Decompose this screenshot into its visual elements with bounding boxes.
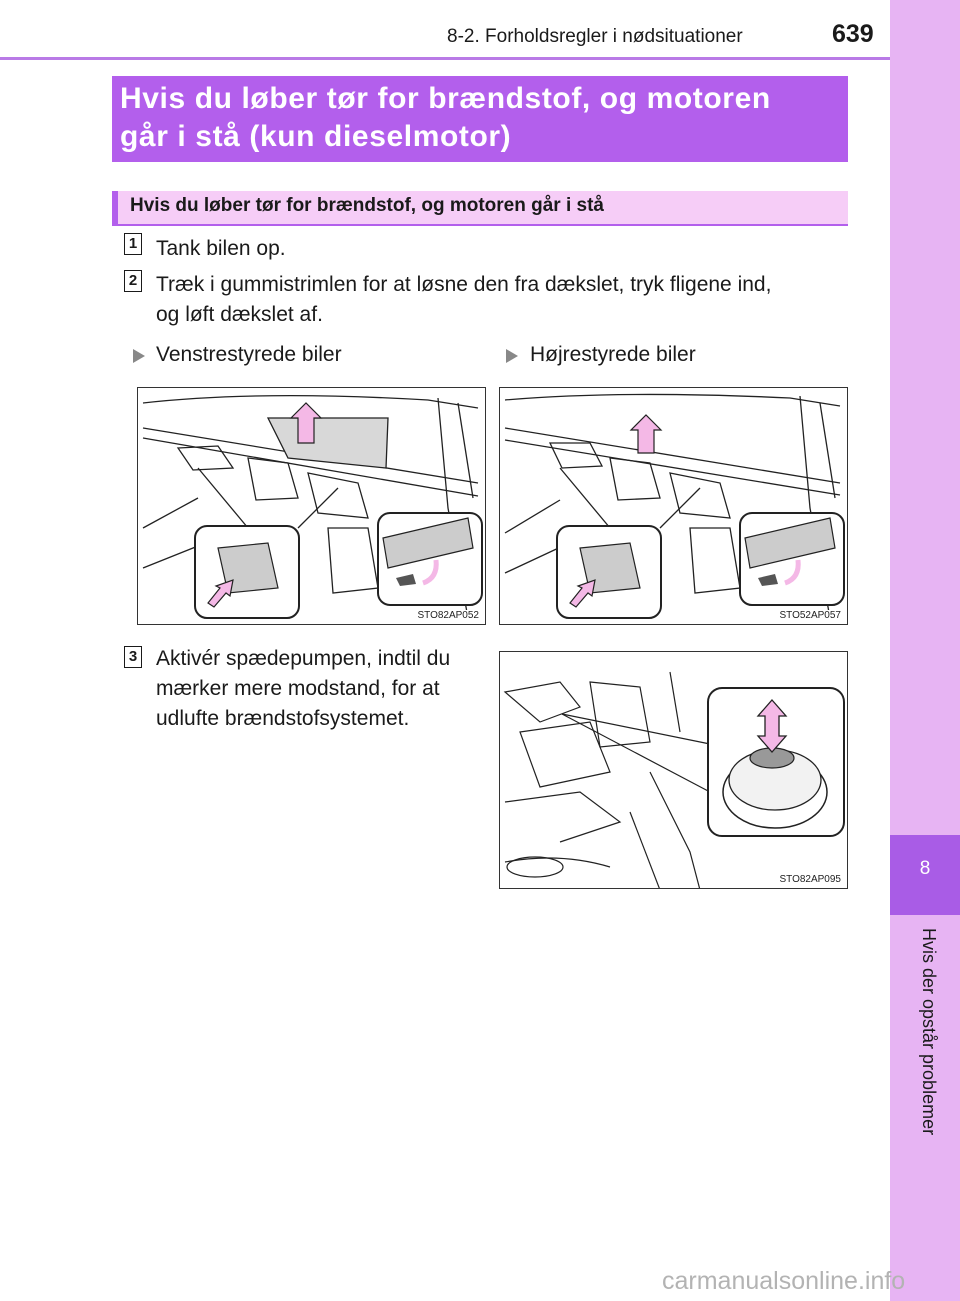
section-title: 8-2. Forholdsregler i nødsituationer xyxy=(447,26,743,47)
step-1-number: 1 xyxy=(124,233,142,255)
figure-code: STO82AP052 xyxy=(417,610,479,621)
sub-heading: Hvis du løber tør for brændstof, og motoren går i stå xyxy=(112,191,848,226)
step-2-line2: og løft dækslet af. xyxy=(156,303,323,326)
main-heading xyxy=(112,76,848,162)
chapter-title: Hvis der opstår problemer xyxy=(919,928,939,1136)
figure-left-hand-drive xyxy=(137,387,486,625)
step-3-line2: mærker mere modstand, for at xyxy=(156,677,440,700)
priming-pump-illustration xyxy=(500,652,848,889)
chapter-side-tab[interactable] xyxy=(890,0,960,1301)
step-3-number: 3 xyxy=(124,646,142,668)
step-2-line1: Træk i gummistrimlen for at løsne den fra dækslet, tryk fligene ind, xyxy=(156,273,772,296)
engine-bay-illustration xyxy=(500,388,848,625)
main-heading-line2: går i stå (kun dieselmotor) xyxy=(120,120,512,153)
triangle-bullet-icon xyxy=(133,349,145,363)
variant-left-label: Venstrestyrede biler xyxy=(156,343,342,366)
figure-priming-pump xyxy=(499,651,848,889)
variant-right-label: Højrestyrede biler xyxy=(530,343,696,366)
figure-code: STO52AP057 xyxy=(779,610,841,621)
step-2-number: 2 xyxy=(124,270,142,292)
step-3-line3: udlufte brændstofsystemet. xyxy=(156,707,410,730)
step-1-text: Tank bilen op. xyxy=(156,237,286,260)
figure-right-hand-drive xyxy=(499,387,848,625)
header-rule xyxy=(0,57,890,60)
chapter-number: 8 xyxy=(919,858,931,879)
page-number: 639 xyxy=(832,20,874,48)
lift-arrow-icon xyxy=(631,415,661,453)
watermark: carmanualsonline.info xyxy=(662,1267,906,1295)
step-3-line1: Aktivér spædepumpen, indtil du xyxy=(156,647,451,670)
triangle-bullet-icon xyxy=(506,349,518,363)
main-heading-line1: Hvis du løber tør for brændstof, og motoren xyxy=(120,82,771,115)
engine-bay-illustration xyxy=(138,388,486,625)
figure-code: STO82AP095 xyxy=(779,874,841,885)
